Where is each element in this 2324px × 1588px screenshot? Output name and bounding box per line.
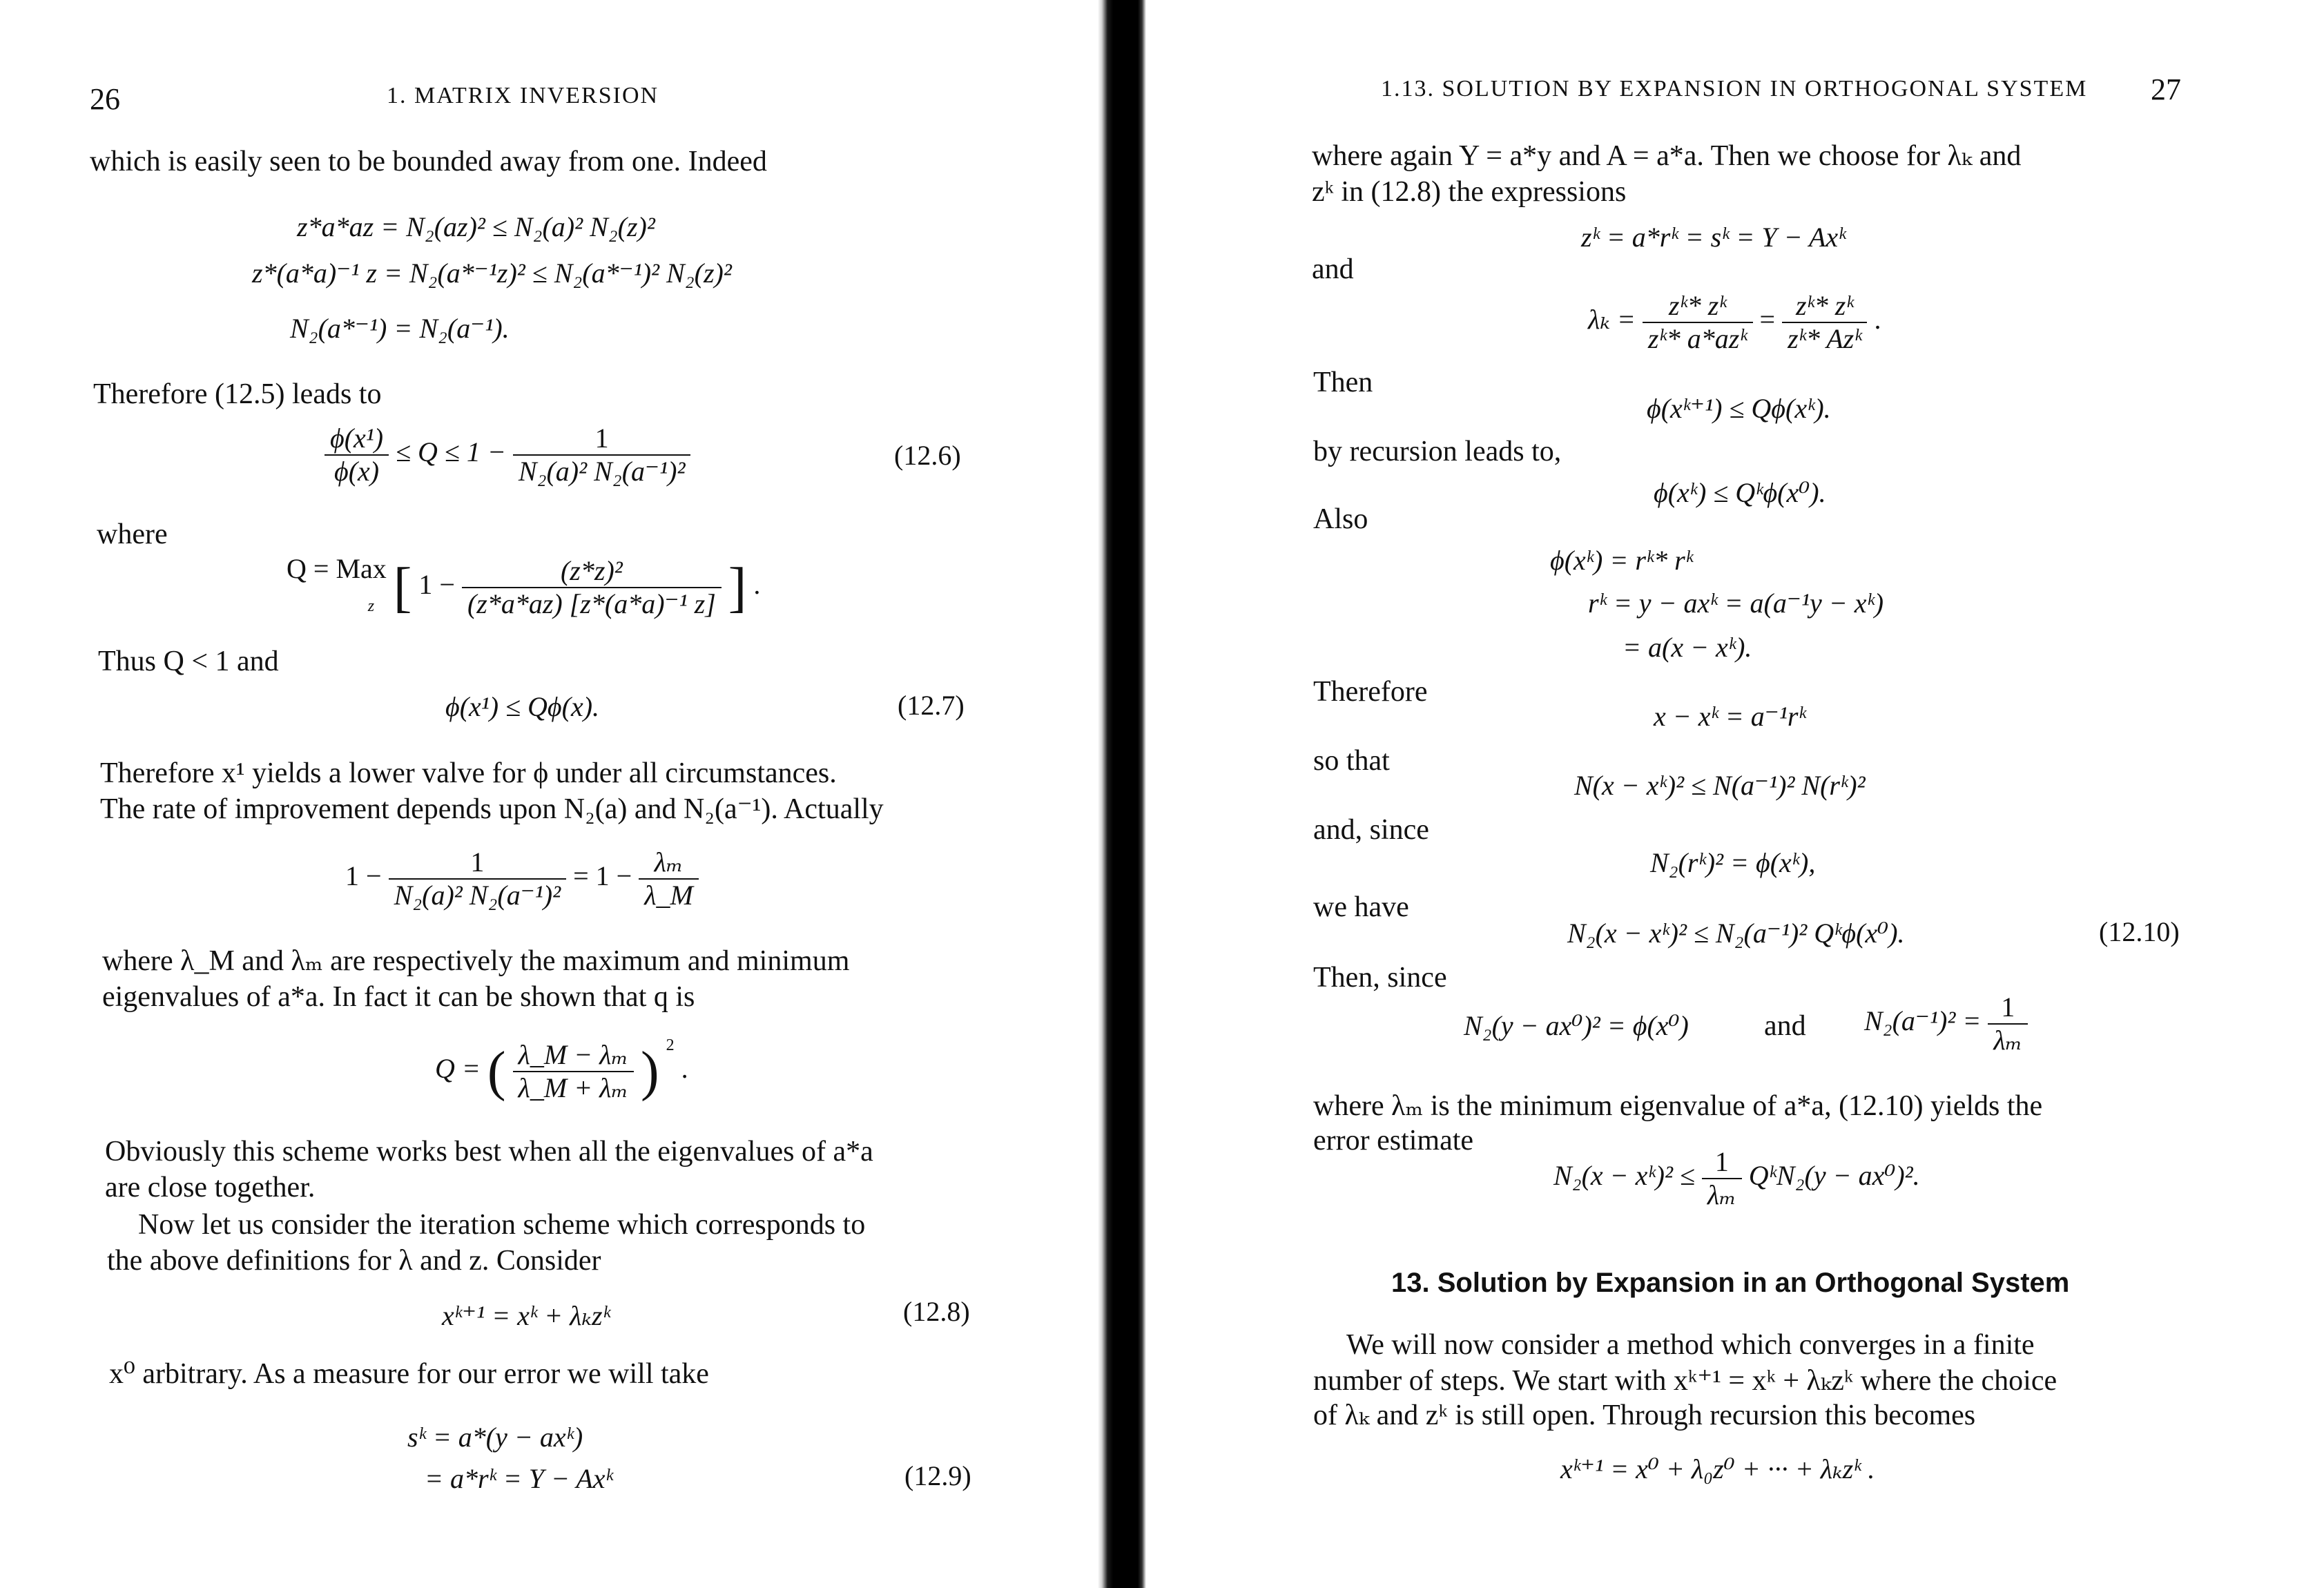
paragraph: eigenvalues of a*a. In fact it can be shown that q is: [102, 981, 695, 1013]
equation: N₂(x − xᵏ)² ≤ $\frac{1}{\text{λₘ}}$ QᵏN₂(y − ax⁰)².: [1553, 1146, 1920, 1210]
word-so-that: so that: [1313, 745, 1390, 777]
page-number: 27: [2151, 72, 2181, 106]
word-also: Also: [1313, 503, 1368, 535]
word-therefore: Therefore: [1313, 676, 1428, 708]
equation: = a*rᵏ = Y − Axᵏ: [425, 1463, 613, 1494]
paragraph: zᵏ in (12.8) the expressions: [1312, 176, 1627, 208]
word-then: Then: [1313, 367, 1373, 398]
equation-q: Q = Max z [ 1 − $\frac{\text{(z*z)²}}{\text{(z*a*az) [z*(a*a)⁻¹ z]}}$ ] .: [287, 553, 761, 619]
paragraph: which is easily seen to be bounded away from one. Indeed: [90, 146, 767, 177]
equation: xᵏ⁺¹ = x⁰ + λ₀z⁰ + ··· + λₖzᵏ .: [1560, 1453, 1875, 1484]
book-gutter: [1098, 0, 1146, 1588]
word-we-have: we have: [1313, 891, 1409, 923]
paragraph: are close together.: [105, 1172, 316, 1203]
equation: N(x − xᵏ)² ≤ N(a⁻¹)² N(rᵏ)²: [1574, 770, 1866, 801]
word-and: and: [1312, 253, 1354, 285]
equation-number: (12.8): [903, 1296, 970, 1327]
equation: x − xᵏ = a⁻¹rᵏ: [1654, 701, 1806, 732]
equation-number: (12.10): [2099, 916, 2180, 947]
equation: zᵏ = a*rᵏ = sᵏ = Y − Axᵏ: [1581, 222, 1846, 253]
equation: N₂(y − ax⁰)² = ϕ(x⁰): [1464, 1010, 1689, 1041]
equation: N₂(a*⁻¹) = N₂(a⁻¹).: [290, 313, 510, 344]
paragraph: x⁰ arbitrary. As a measure for our error we will take: [109, 1358, 709, 1390]
section-title: 13. Solution by Expansion in an Orthogonal System: [1391, 1268, 2070, 1298]
paragraph: error estimate: [1313, 1125, 1474, 1156]
paragraph: where λ_M and λₘ are respectively the maximum and minimum: [102, 945, 850, 977]
running-head: 1.13. SOLUTION BY EXPANSION IN ORTHOGONAL SYSTEM: [1381, 76, 2088, 101]
word-and: and: [1764, 1010, 1806, 1042]
equation: ϕ(x¹) ≤ Qϕ(x).: [445, 691, 600, 722]
equation-lambda: λₖ = $\frac{\text{zᵏ* zᵏ}}{\text{zᵏ* a*azᵏ}}$ = $\frac{\text{zᵏ* zᵏ}}{\text{zᵏ* Azᵏ}}$ .: [1588, 290, 1881, 354]
paragraph: We will now consider a method which converges in a finite: [1346, 1329, 2035, 1361]
paragraph: The rate of improvement depends upon N₂(a) and N₂(a⁻¹). Actually: [100, 793, 884, 825]
paragraph: Therefore (12.5) leads to: [93, 378, 382, 410]
equation: xᵏ⁺¹ = xᵏ + λₖzᵏ: [442, 1300, 610, 1331]
paragraph: number of steps. We start with xᵏ⁺¹ = xᵏ + λₖzᵏ where the choice: [1313, 1365, 2057, 1397]
equation: N₂(a⁻¹)² = $\frac{1}{\text{λₘ}}$: [1864, 991, 2028, 1056]
equation: ϕ(xᵏ) = rᵏ* rᵏ: [1550, 545, 1693, 576]
paragraph: Thus Q < 1 and: [98, 646, 279, 677]
paragraph: where again Y = a*y and A = a*a. Then we choose for λₖ and: [1312, 140, 2022, 172]
equation: ϕ(xᵏ) ≤ Qᵏϕ(x⁰).: [1654, 477, 1826, 508]
page-number: 26: [90, 82, 120, 116]
equation: = a(x − xᵏ).: [1623, 632, 1752, 663]
equation: z*(a*a)⁻¹ z = N₂(a*⁻¹z)² ≤ N₂(a*⁻¹)² N₂(z)²: [252, 258, 732, 289]
word-then-since: Then, since: [1313, 962, 1447, 994]
paragraph: the above definitions for λ and z. Consider: [107, 1245, 601, 1277]
equation-number: (12.9): [904, 1460, 971, 1491]
equation: 1 − $\frac{1}{\text{N₂(a)² N₂(a⁻¹)²}}$ = 1 − $\frac{\text{λₘ}}{\lambda\_M}$: [345, 846, 699, 911]
equation: sᵏ = a*(y − axᵏ): [407, 1422, 583, 1453]
paragraph: Now let us consider the iteration scheme which corresponds to: [138, 1209, 866, 1241]
right-page: [1146, 0, 2324, 1588]
paragraph: by recursion leads to,: [1313, 436, 1562, 467]
equation-number: (12.7): [898, 690, 965, 721]
paragraph: Obviously this scheme works best when all the eigenvalues of a*a: [105, 1136, 873, 1168]
equation: z*a*az = N₂(az)² ≤ N₂(a)² N₂(z)²: [297, 211, 655, 242]
running-head: 1. MATRIX INVERSION: [387, 83, 659, 108]
paragraph: of λₖ and zᵏ is still open. Through recursion this becomes: [1313, 1400, 1976, 1431]
word-and-since: and, since: [1313, 814, 1429, 846]
equation-number: (12.6): [894, 440, 961, 471]
paragraph: where λₘ is the minimum eigenvalue of a*a, (12.10) yields the: [1313, 1090, 2043, 1122]
left-page: [0, 0, 1098, 1588]
equation-12-10: N₂(x − xᵏ)² ≤ N₂(a⁻¹)² Qᵏϕ(x⁰).: [1567, 918, 1905, 949]
equation: N₂(rᵏ)² = ϕ(xᵏ),: [1650, 847, 1816, 878]
equation: ϕ(xᵏ⁺¹) ≤ Qϕ(xᵏ).: [1647, 393, 1831, 424]
paragraph: where: [97, 519, 168, 550]
paragraph: Therefore x¹ yields a lower valve for ϕ under all circumstances.: [100, 757, 837, 789]
equation-12-6: $\frac{\text{ϕ(x¹)}}{\phi(x)}$ ≤ Q ≤ 1 − $\frac{1}{\text{N₂(a)² N₂(a⁻¹)²}}$: [325, 423, 690, 487]
equation: Q = ( $\frac{\text{λ\_M − λₘ}}{\text{λ\_M + λₘ}}$ ) $^2$ .: [435, 1036, 688, 1103]
equation: rᵏ = y − axᵏ = a(a⁻¹y − xᵏ): [1588, 588, 1884, 619]
